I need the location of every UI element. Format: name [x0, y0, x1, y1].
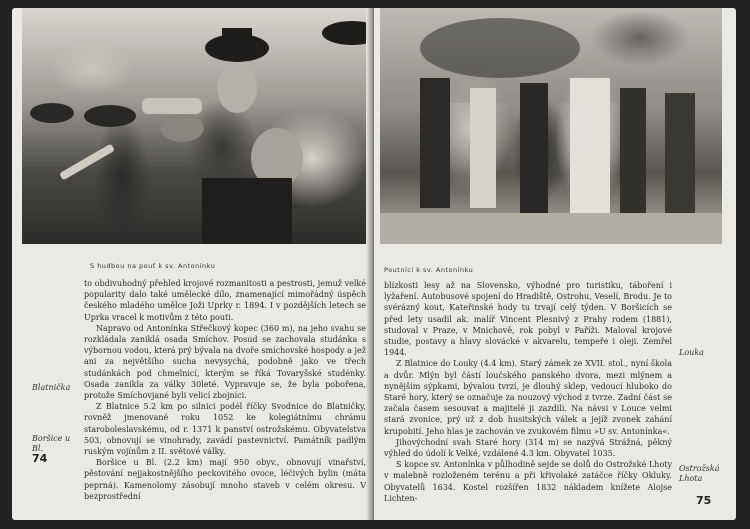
right-page: [374, 8, 736, 520]
paragraph: Napravo od Antonínka Střečkový kopec (360 m), na jeho svahu se rozkládala zaniklá osada Smíchov. Posud se zachovala studánka s výbornou vodou, která prý bývala na dvoře smíchovské hospody a jež ani za největšího sucha nevysychá, podobně jako ve třech studánkách pod chmelnicí, kterým se říká Tovaryšské studénky. Osada zanikla za války 30leté. Vypravuje se, že byla pobořena, protože Smíchovjané byli velicí zbojníci.: [84, 323, 366, 401]
page-number: 75: [696, 494, 712, 507]
photo-caption: Poutníci k sv. Antonínku: [384, 266, 474, 274]
pilgrims-illustration: [380, 8, 722, 244]
margin-note: Louka: [679, 348, 704, 357]
left-page: [12, 8, 372, 520]
musicians-illustration: [22, 8, 372, 244]
body-text: [84, 278, 366, 502]
paragraph: Jihovýchodní svah Staré hory (314 m) se nazývá Strážná, pěkný výhled do údolí k Velké, vzdálené 4.3 km. Obyvatel 1035.: [384, 437, 672, 459]
paragraph: to obdivuhodný přehled krojové rozmanitosti a pestrosti, jemuž velké popularity dalo také umělecké dílo, znamenající mimořádný úspěch českého mladého umělce Joži Uprky r. 1894. I v pozdějších letech se Uprka vracel k motivům z této pouti.: [84, 279, 366, 322]
margin-note: Boršice u Bl.: [32, 434, 71, 453]
paragraph: Boršice u Bl. (2.2 km) mají 950 obyv., obnovují vinařství, pěstování nejjakostnějšího peckovitého ovoce, léčivých bylin (máta peprná). Kamenolomy zásobují mnoho staveb v celém okresu. V bezprostřední: [84, 458, 366, 501]
margin-note: Ostrožská Lhota: [679, 464, 720, 483]
paragraph: Z Blatnice do Louky (4.4 km). Starý zámek ze XVII. stol., nyní škola a dvůr. Mlýn byl částí loučského panského dvora, mezi mlýnem a nynějším sýpkami, bývalou tvrzí, je dlouhý sklep, vedoucí hluboko do Staré hory, který se označuje za nouzový východ z tvrze. Zadní část se začala časem sesouvat a majitelé ji zazdili. Na návsi v Louce velmi stará zvonice, prý už z dob husitských válek a jejíž zvonek zahání krupobití. Jeho hlas je zachován ve zvukovém filmu »U sv. Antonínka«.: [384, 359, 672, 436]
photo-caption: S hudbou na pouť k sv. Antonínku: [90, 262, 216, 270]
photo-musicians: [22, 8, 372, 244]
paragraph: S kopce sv. Antonínka v půlhodině sejde se dolů do Ostrožské Lhoty v malebně rozloženém terénu a při křivolaké zatáčce říčky Okluky. Obyvatelů 1634. Kostel rozšířen 1832 nákladem knížete Alojse Lichten-: [384, 460, 672, 503]
margin-note: Blatnička: [32, 383, 71, 392]
body-text: [384, 280, 672, 504]
photo-pilgrims: [380, 8, 722, 244]
paragraph: Z Blatnice 5.2 km po silnici podél říčky Svodnice do Blatničky, rovněž jmenované roku 1052 ke kolegiátnímu chrámu staroboleslavskému, od r. 1371 k panství ostrožskému. Obyvatelstva 503, obnovují se vinohrady, zavádí pastevnictví. Památník padlým ruským vojínům z II. světové války.: [84, 402, 366, 457]
page-number: 74: [32, 452, 48, 465]
paragraph: blízkosti lesy až na Slovensko, výhodné pro turistiku, táboření i lyžaření. Autobusové spojení do Hradiště, Ostrohu, Veselí, Brodu. Je to svérázný kout, Kateřinské hody tu trvají celý týden. V Boršicích se před lety usadil ak. malíř Vincent Plesnivý z Prahy rodem (1881), studoval v Praze, v Mnichově, rok pobyl v Paříži. Maloval krojové studie, postavy a hlavy slovácké v akvarelu, tempeře i oleji. Zemřel 1944.: [384, 281, 672, 358]
